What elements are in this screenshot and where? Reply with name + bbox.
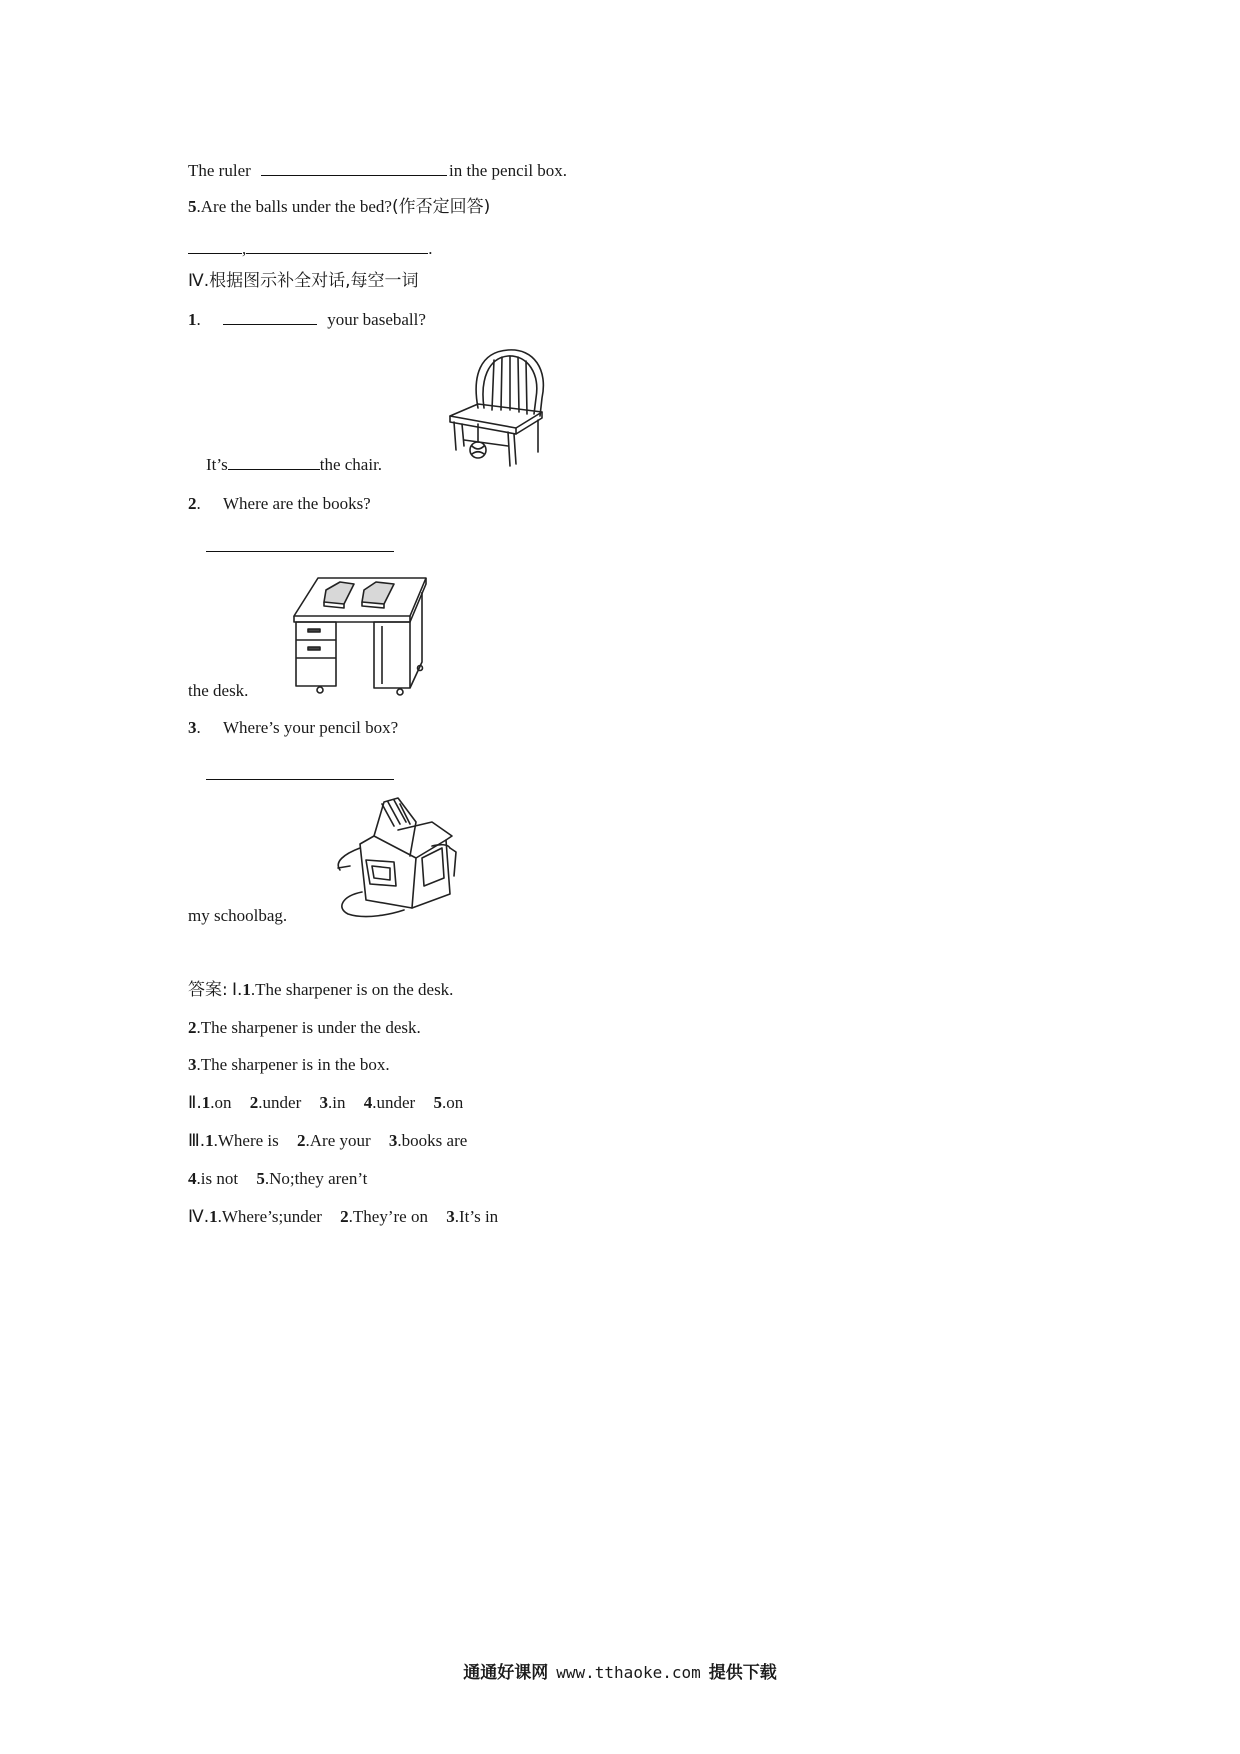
q5-note: (作否定回答) [391,197,491,217]
iv-q2-dot: . [196,494,201,513]
iv-q2-answer-end: the desk. [188,681,249,700]
iv-q1-blank-2[interactable] [228,468,320,470]
iv-q3-num: 3 [188,718,197,737]
q4-blank[interactable] [261,174,447,176]
answers-num: 5 [256,1169,265,1188]
iv-q1-question-text: your baseball? [327,310,426,329]
answers-text: .in [328,1093,346,1112]
answers-line-5 [188,1130,467,1152]
iv-q1-question [188,309,426,331]
answers-text: .Are your [305,1131,371,1150]
answers-num: 1 [205,1131,214,1150]
q5-question [188,196,490,218]
answers-num: 2 [188,1018,197,1037]
q5-text: .Are the balls under the bed? [196,197,392,216]
iv-q3-answer-end: my schoolbag. [188,906,288,925]
footer-url-link[interactable]: www.tthaoke.com [556,1663,701,1682]
answers-label: 答案: [188,980,228,1000]
answers-text: .books are [397,1131,468,1150]
q4-sentence [188,160,567,182]
iv-q3-dot: . [196,718,201,737]
q5-period: . [428,239,433,258]
answers-line-1 [188,979,453,1001]
q5-answer-line [188,238,433,260]
iv-q1-answer-start: It’s [206,455,228,474]
iv-q1-answer [206,454,382,476]
iv-q2-question [188,493,371,515]
answers-num: 3 [446,1207,455,1226]
answers-num: 2 [340,1207,349,1226]
iv-q1-num: 1 [188,310,197,329]
answers-roman-3: Ⅲ. [188,1131,206,1151]
answers-roman-1: Ⅰ. [231,980,243,1000]
answers-num: 2 [249,1093,259,1112]
answers-text: .It’s in [454,1207,499,1226]
answers-num: 4 [188,1169,197,1188]
answers-num: 3 [388,1131,398,1150]
answers-text: .The sharpener is in the box. [196,1055,390,1074]
q5-comma: , [242,239,247,258]
section4-heading: Ⅳ.根据图示补全对话,每空一词 [188,271,419,291]
iv-q1-answer-end: the chair. [319,455,383,474]
footer-suffix: 提供下载 [708,1663,777,1683]
page-footer [0,1658,1240,1683]
answers-num: 5 [433,1093,442,1112]
iv-q2-answer-blank[interactable] [206,550,394,552]
schoolbag-illustration [332,796,480,920]
iv-q2-question-text: Where are the books? [223,494,371,513]
iv-q1-blank-1[interactable] [223,323,317,325]
desk-with-books-illustration [290,572,428,696]
answers-text: .is not [196,1169,239,1188]
answers-line-7 [188,1206,498,1228]
footer-site-name: 通通好课网 [463,1663,549,1683]
answers-num: 4 [363,1093,373,1112]
answers-text: .under [258,1093,302,1112]
q4-end: in the pencil box. [449,161,568,180]
iv-q3-answer-blank[interactable] [206,778,394,780]
q4-start: The ruler [188,161,251,180]
answers-roman-4: Ⅳ. [188,1207,210,1227]
q5-blank-1[interactable] [188,252,242,254]
answers-text: .The sharpener is under the desk. [196,1018,421,1037]
answers-line-3 [188,1054,390,1076]
answers-num: 1 [242,980,251,999]
answers-line-6 [188,1168,367,1190]
answers-roman-2: Ⅱ. [188,1093,202,1113]
chair-with-ball-illustration [442,346,556,470]
answers-num: 1 [209,1207,218,1226]
answers-line-2 [188,1017,421,1039]
answers-num: 2 [297,1131,306,1150]
answers-text: .Where’s;under [217,1207,322,1226]
answers-text: .No;they aren’t [264,1169,368,1188]
answers-text: .on [441,1093,464,1112]
iv-q3-question [188,717,398,739]
answers-num: 1 [201,1093,211,1112]
iv-q3-question-text: Where’s your pencil box? [223,718,399,737]
answers-text: .under [372,1093,416,1112]
iv-q2-num: 2 [188,494,197,513]
iv-q1-dot: . [196,310,201,329]
answers-text: .They’re on [348,1207,428,1226]
answers-num: 3 [319,1093,328,1112]
answers-num: 3 [188,1055,197,1074]
answers-text: .The sharpener is on the desk. [250,980,454,999]
q5-num: 5 [188,197,197,216]
answers-line-4 [188,1092,463,1114]
q5-blank-2[interactable] [246,252,428,254]
answers-text: .on [210,1093,232,1112]
answers-text: .Where is [213,1131,279,1150]
